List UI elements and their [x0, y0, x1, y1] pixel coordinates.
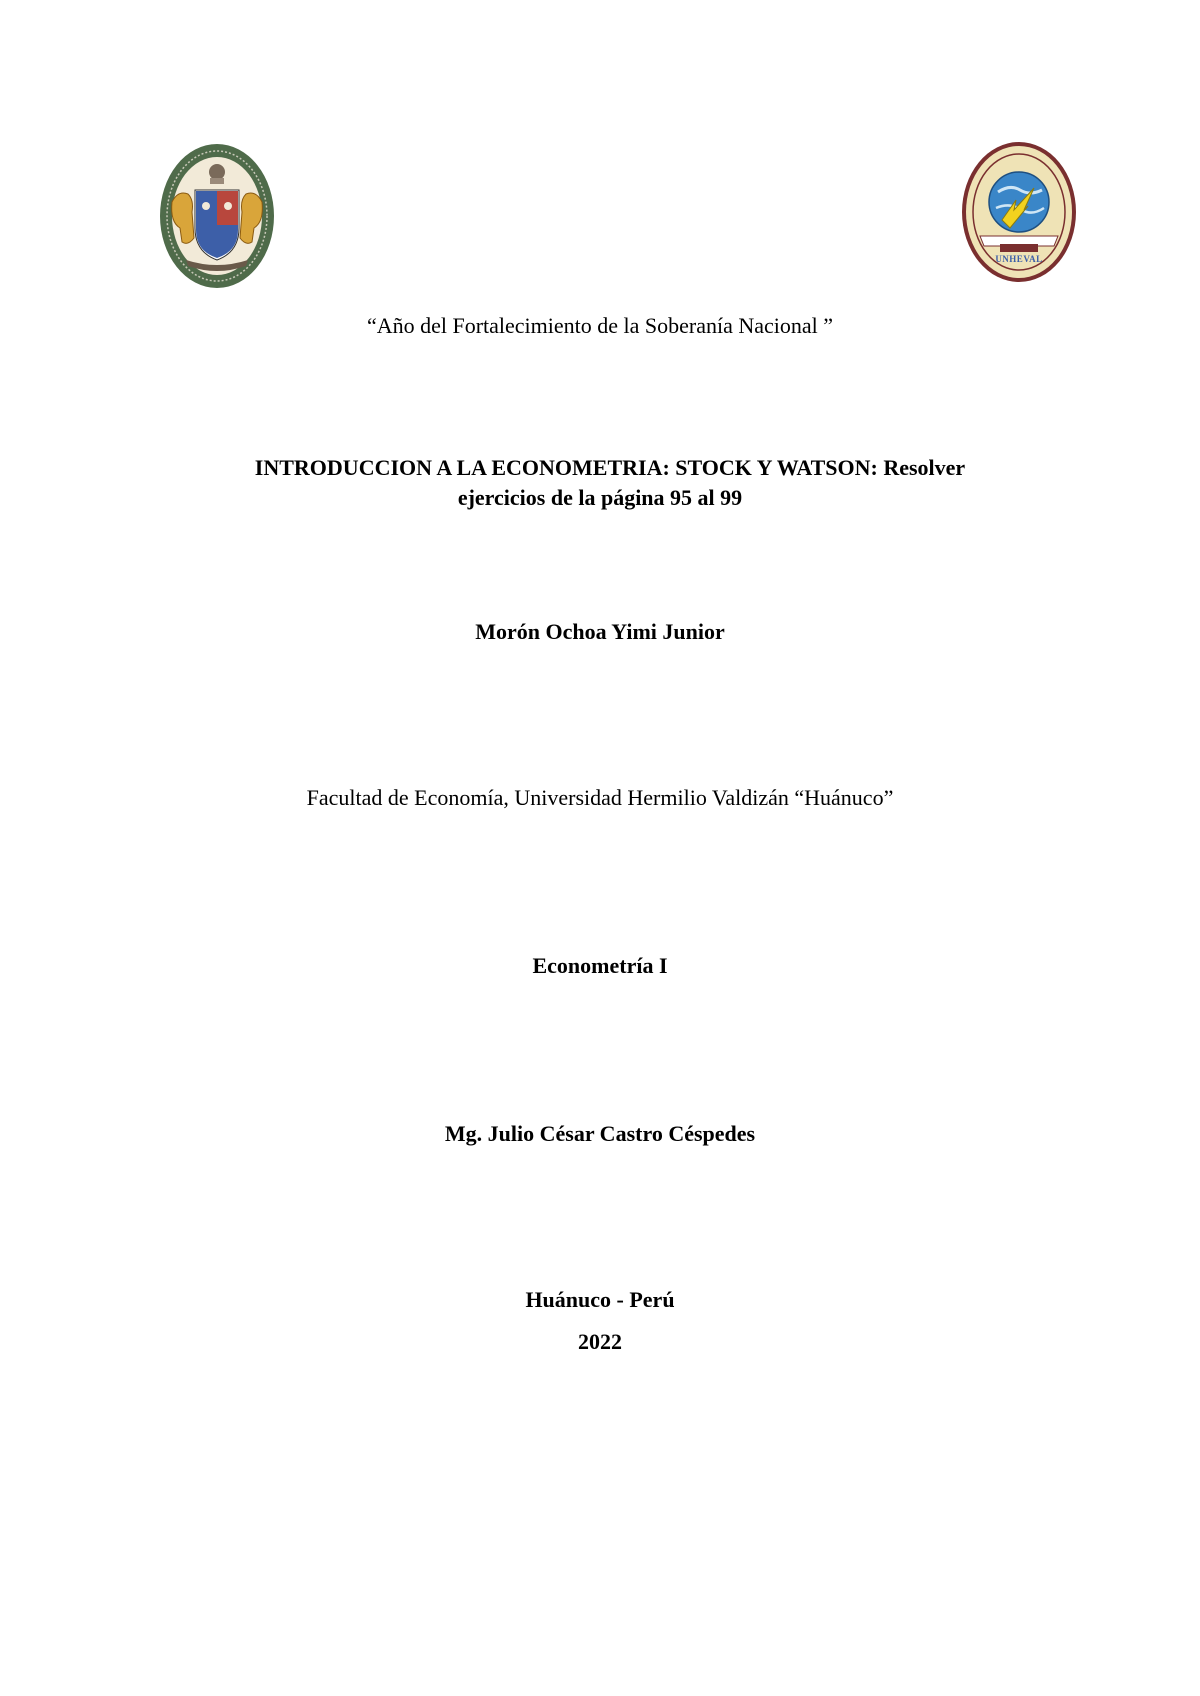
year: 2022: [578, 1329, 622, 1354]
university-coat-of-arms-seal-icon: [158, 142, 276, 290]
city-country: Huánuco - Perú: [525, 1287, 675, 1312]
faculty-affiliation: Facultad de Economía, Universidad Hermilio Valdizán “Huánuco”: [306, 785, 894, 810]
document-title-line-2: ejercicios de la página 95 al 99: [457, 485, 743, 510]
author-name: Morón Ochoa Yimi Junior: [475, 619, 725, 644]
document-title-line-1: INTRODUCCION A LA ECONOMETRIA: STOCK Y WATSON: Resolver: [254, 455, 966, 480]
faculty-seal-caption: UNHEVAL: [995, 254, 1043, 264]
faculty-economics-seal-icon: [960, 140, 1078, 284]
motto-line: “Año del Fortalecimiento de la Soberanía Nacional ”: [366, 313, 834, 338]
professor-name: Mg. Julio César Castro Céspedes: [444, 1121, 756, 1146]
course-name: Econometría I: [532, 953, 668, 978]
